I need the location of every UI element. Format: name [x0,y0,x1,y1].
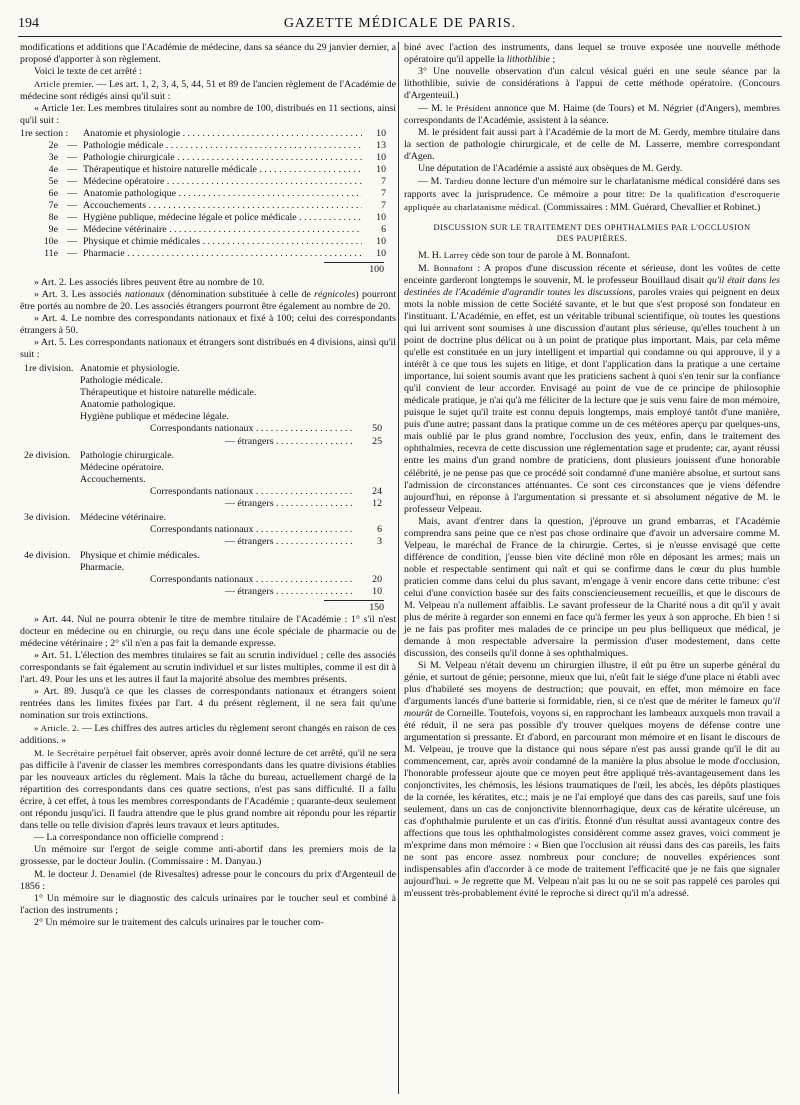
speaker-name: le Président [445,103,492,114]
paragraph: » Art. 89. Jusqu'à ce que les classes de correspondants nationaux et étrangers soient rentrées dans les limites fixées par l'art. 4 du présent règlement, il ne sera fait qu'une nomination sur trois extinctions. [20,685,396,721]
correspondants-value: 20 [372,573,382,585]
section-value: 10 [376,152,386,164]
section-num: 4e [48,164,58,176]
section-row [20,164,396,176]
correspondants-label: Correspondants nationaux . . . [150,486,352,498]
speaker-name: Larrey [443,250,469,261]
correspondants-value: 50 [372,423,382,435]
section-name: Accouchements . . . [83,200,362,212]
paragraph [404,175,780,214]
division-block [20,550,396,598]
paragraph [20,722,396,747]
section-name: Hygiène publique, médecine légale et police médicale . . . [83,212,362,224]
etrangers-value: 25 [372,435,382,447]
division-label: 1re division. [24,363,74,375]
section-dash: — [67,212,77,224]
section-heading [404,222,780,244]
section-value: 10 [376,128,386,140]
article-label: » Article. 2. [34,722,80,733]
section-num: 3e [48,152,58,164]
paragraph [20,747,396,832]
division-item: Médecine opératoire. [80,461,164,473]
section-num: 9e [48,224,58,236]
paragraph-text: donne lecture d'un mémoire sur le charlatanisme médical considéré dans ses rapports avec la jurisprudence. Ce mémoire a pour titre: [404,176,781,201]
section-dash: — [67,248,77,260]
section-num: 5e [48,176,58,188]
section-name: Thérapeutique et histoire naturelle médicale . . . [83,164,362,176]
division-item: Hygiène publique et médecine légale. [80,411,229,423]
section-heading-line: DES PAUPIÈRES. [556,233,628,244]
section-name: Médecine vétérinaire . . . [83,224,362,236]
right-column [404,42,780,900]
left-column [20,42,396,929]
paragraph-text: — Les chiffres des autres articles du règlement seront changés en raison de ces additions. » [20,722,396,746]
paragraph: Un mémoire sur l'ergot de seigle comme anti-abortif dans les premiers mois de la grossesse, par le docteur Joulin. (Commissaire : M. Danyau.) [20,844,396,868]
section-name: Pharmacie . . . [83,248,362,260]
division-label: 3e division. [24,511,71,523]
paragraph-text: » Art. 3. Les associés [34,289,125,301]
section-dash: — [67,140,77,152]
paragraph: Voici le texte de cet arrêté : [34,66,142,78]
paragraph-text: : A propos d'une discussion récente et sérieuse, dont les voûtes de cette enceinte garderont longtemps le souvenir, M. le professeur Bouillaud disait [404,263,780,287]
division-block [20,363,396,447]
section-row [20,212,396,224]
paragraph-text: M. [418,263,434,275]
speaker-name: Tardieu [444,176,474,187]
speaker-name: Bonnafont [433,263,474,274]
etrangers-value: 10 [372,585,382,597]
division-item: Anatomie et physiologie. [80,363,180,375]
correspondants-label: Correspondants nationaux . . . [150,574,352,586]
division-item: Thérapeutique et histoire naturelle médicale. [80,387,257,399]
memoir-title: De la qualification d'escroquerie appliquée au charlatanisme médical. [404,189,780,213]
section-num: 8e [48,212,58,224]
italic-term: régnicoles [314,289,356,301]
paragraph-text: ) pourront être portés au nombre de 20. Les associés étrangers pourront être également au nombre de 20. [20,289,396,313]
section-row [20,140,396,152]
paragraph: 2° Un mémoire sur le traitement des calculs urinaires par le toucher com- [34,917,324,929]
divisions-total-value: 150 [324,600,384,614]
article-label: Article premier. [34,79,94,90]
section-row [20,152,396,164]
paragraph: » Art. 44. Nul ne pourra obtenir le titre de membre titulaire de l'Académie : 1° s'il n'est docteur en médecine ou en chirurgie, ou reçu dans une école spéciale de pharmacie ou de médecine vétérinaire ; 2° s'il n'en a pas fait la demande expresse. [20,613,396,649]
paragraph: Mais, avant d'entrer dans la question, j'éprouve un grand embarras, et l'Académie comprendra sans peine que ce n'est pas chose ordinaire que d'avoir un adversaire comme M. Velpeau, le maréchal de France de la chirurgie. Certes, si je n'eusse envisagé que cette différence de condition, j'eusse bien vite décliné mon rôle en déposant les armes; mais un noble et respectable sentiment qui naît et qui se confirme dans le cœur du plus humble praticien comme dans celui du plus savant, m'engage à venir encore dans cette tribune: c'est celui d'une conviction basée sur des faits consciencieusement recueillis, et que le discours de M. Velpeau n'a nullement affaiblis. Le savant professeur de la Charité nous a dit qu'il y avait plus de mérite à regarder son ennemi en face qu'à fermer les yeux à son approche. Eh bien ! si je ne fais pas profiter mes malades de ce principe un peu plus belliqueux que médical, je demande à mon respectable adversaire la permission d'user modestement, dans cette discussion, des conseils qu'il donne à ses ophthalmiques. [404,515,780,659]
correspondants-label: Correspondants nationaux . . . [150,423,352,435]
paragraph [20,289,396,313]
section-dash: — [67,224,77,236]
section-value: 6 [381,224,386,236]
section-value: 13 [376,140,386,152]
divisions-total [20,600,396,614]
paragraph: » Art. 2. Les associés libres peuvent être au nombre de 10. [34,277,265,289]
section-value: 10 [376,164,386,176]
paragraph [404,249,780,262]
paragraph: » Art. 4. Le nombre des correspondants nationaux et fixé à 100; celui des correspondants étrangers à 50. [20,313,396,337]
speaker-name: M. le Secrétaire perpétuel [34,747,133,758]
section-value: 10 [376,248,386,260]
etrangers-label: — étrangers . . . [225,436,352,448]
sections-total-value: 100 [324,262,384,276]
page-number: 194 [18,16,39,31]
division-block [20,450,396,510]
division-item: Accouchements. [80,473,146,485]
correspondants-value: 6 [377,523,382,535]
section-row [20,248,396,260]
paragraph-text: (de Rivesaltes) adresse pour le concours du prix d'Argenteuil de 1856 : [20,869,396,893]
section-value: 10 [376,236,386,248]
italic-quote: qu'il était dans les destinées de l'Académie d'agrandir toutes les discussions, [404,275,780,299]
paragraph-text: — M. [418,176,445,188]
section-row [20,236,396,248]
paragraph: 3° Une nouvelle observation d'un calcul vésical guéri en une seule séance par la lithothlibie, suivie de considérations à l'appui de cette méthode opératoire. (Concours d'Argenteuil.) [404,66,780,102]
division-label: 4e division. [24,549,71,561]
section-heading-line: DISCUSSION SUR LE TRAITEMENT DES OPHTHALMIES PAR L'OCCLUSION [433,222,751,233]
paragraph-text: — Les art. 1, 2, 3, 4, 5, 44, 51 et 89 de l'ancien règlement de l'Académie de médecine sont rédigés ainsi qu'il suit : [20,79,396,103]
paragraph [20,78,396,103]
division-item: Pathologie médicale. [80,375,163,387]
section-num: 1re section : [20,128,69,140]
paragraph [404,42,780,66]
section-num: 6e [48,188,58,200]
column-separator [398,42,399,1094]
sections-total [20,262,396,276]
section-num: 2e [48,140,58,152]
correspondants-value: 24 [372,485,382,497]
paragraph [20,868,396,893]
paragraph-text: — M. [418,103,446,115]
paragraph: » Art. 5. Les correspondants nationaux et étrangers sont distribués en 4 divisions, ainsi qu'il suit : [20,337,396,361]
italic-quote: qu'il mourût [404,695,780,719]
division-label: 2e division. [24,449,71,461]
section-dash: — [67,188,77,200]
section-row [20,176,396,188]
correspondants-label: Correspondants nationaux . . . [150,524,352,536]
division-item: Physique et chimie médicales. [80,549,200,561]
section-dash: — [67,176,77,188]
paragraph [404,262,780,515]
paragraph-text: M. H. [418,250,444,262]
section-num: 7e [48,200,58,212]
paragraph-text: fait observer, après avoir donné lecture de cet arrêté, qu'il ne sera pas difficile à l'avenir de classer les membres correspondants dans les quatre divisions établies par les nouveaux articles du règlement. Mais la tâche du bureau, actuellement chargé de la répartition des correspondants dans ces quatre sections, n'est pas sans difficulté. Il a fallu écrire, à cet effet, à tous les membres correspondants de l'Académie ; quarante-deux seulement ont répondu jusqu'ici. Il faudra attendre que le plus grand nombre ait répondu pour les répartir dans telle ou telle division d'après leurs travaux et leurs aptitudes. [20,747,396,831]
section-name: Anatomie et physiologie . . . [83,128,362,140]
paragraph-text: (Commissaires : MM. Guérard, Chevallier et Robinet.) [540,202,761,214]
section-dash: — [67,200,77,212]
italic-term: lithothlibie [506,54,551,66]
section-value: 7 [381,188,386,200]
etrangers-label: — étrangers . . . [225,536,352,548]
paragraph-text: de Corneille. Toutefois, voyons si, en rapprochant les lambeaux auxquels mon travail a été réduit, il ne sera pas possible d'y trouver quelques moyens de défense contre une argumentation si pressante. Et d'abord, en parcourant mon mémoire et en lisant le discours de M. Velpeau, je trouve que la distance qui nous sépare n'est pas aussi grande qu'il le dit au commencement, car, après avoir condamné de la manière la plus absolue le mode d'occlusion, l'honorable professeur ajoute que ce moyen peut être appliqué très-avantageusement dans les conjonctivites, les chémosis, les lésions traumatiques de l'œil, les abcès, les dépôts plastiques de la cornée, les kératites, etc.; mais je ne l'ai employé que dans des cas pareils, sauf une fois seulement, dans un cas de conjonctivite blennorrhagique, deux cas de kératite ulcéreuse, un cas d'ophthalmie purulente et un cas d'iritis. Étonné d'un résultat aussi avantageux contre des affections que tous les ophthalmologistes considèrent comme assez graves, voici comment je m'exprime dans mon mémoire : « Bien que l'occlusion ait réussi dans des cas pareils, les faits ne sont pas encore assez nombreux pour conclure; de nouvelles expériences sont indispensables afin d'accorder à ce mode de traitement l'efficacité que je ne fais que signaler aujourd'hui. » Je regrette que M. Velpeau n'ait pas lu ou ne se soit pas rappelé ces paroles qui m'eussent très-probablement évité le reproche si direct qu'il m'a adressé. [404,707,780,900]
section-dash: — [67,164,77,176]
paragraph: — La correspondance non officielle comprend : [34,832,224,843]
etrangers-label: — étrangers . . . [225,586,352,598]
paragraph-text: ; [550,54,556,66]
page-header [18,14,782,37]
section-value: 7 [381,176,386,188]
paragraph: « Article 1er. Les membres titulaires sont au nombre de 100, distribués en 11 sections, ainsi qu'il suit : [20,103,396,127]
paragraph-text: paroles vraies qui peignent en deux mots la noble mission de cette Société savante, et le but que s'est proposé son fondateur en l'instituant. L'Académie, en effet, est un véritable tribunal scientifique, où toutes les questions qui lui arrivent sont soumises à une discussion d'autant plus sérieuse, qu'elles touchent à un point de doctrine plus délicat ou à un point de pratique plus important. Mais, par cela même qu'elle est constituée en un jury intelligent et impartial qui condamne ou qui approuve, il y a intérêt à ce que tous les sujets en litige, et dont l'application dans la pratique a une certaine importance, lui soient soumis avant que les praticiens sachent à quoi s'en tenir sur la confiance qu'il convient de leur accorder. Envisagé au point de vue de ce principe de philosophie médicale pratique, je n'ai qu'à me féliciter de la lecture que je suis venu faire de mon mémoire, puisque le sujet qu'il traite est connu depuis longtemps, mais employé tantôt d'une manière, puis d'une autre; passant dans la pratique comme un de ces météores aperçu par quelques-uns, mais oublié par le plus grand nombre, l'occlusion des yeux, enfin, dans le traitement des ophthalmies, recevra de cette discussion une réglementation sage et prudente; car, ayant réussi entre les mains d'un grand nombre de praticiens, dont plusieurs jouissent d'une honorable célébrité, je ne pense pas que ce procédé soit condamné d'une manière absolue, et surtout sans l'admission de circonstances atténuantes. Ce sont ces circonstances que je viens défendre aujourd'hui, en réponse à l'argumentation si pressante et si absolument négative de M. le professeur Velpeau. [404,287,780,515]
paragraph-text: (dénomination substituée à celle de [164,289,315,301]
section-dash: — [67,152,77,164]
paragraph: 1° Un mémoire sur le diagnostic des calculs urinaires par le toucher seul et combiné à l'action des instruments ; [20,893,396,917]
etrangers-value: 3 [377,535,382,547]
section-num: 11e [44,248,58,260]
section-row [20,188,396,200]
section-dash: — [67,236,77,248]
section-name: Physique et chimie médicales . . . [83,236,362,248]
section-row [20,224,396,236]
section-name: Médecine opératoire . . . [83,176,362,188]
person-name: Denamiel [100,869,137,880]
section-name: Pathologie médicale . . . [83,140,362,152]
paragraph: Une députation de l'Académie a assisté aux obsèques de M. Gerdy. [418,163,683,175]
division-item: Pharmacie. [80,561,125,573]
paragraph-text: annonce que M. Haime (de Tours) et M. Négrier (d'Angers), membres correspondants de l'Académie, assistent à la séance. [404,103,781,127]
section-value: 7 [381,200,386,212]
section-name: Pathologie chirurgicale . . . [83,152,362,164]
running-title: GAZETTE MÉDICALE DE PARIS. [283,16,517,31]
section-row [20,200,396,212]
sections-table [20,128,396,276]
paragraph-text: cède son tour de parole à M. Bonnafont. [468,250,630,262]
section-row [20,128,396,140]
paragraph [404,102,780,127]
section-value: 10 [376,212,386,224]
division-item: Pathologie chirurgicale. [80,449,175,461]
paragraph-text: M. le docteur J. [34,869,101,881]
paragraph: » Art. 51. L'élection des membres titulaires se fait au scrutin individuel ; celle des associés correspondants se fait également au scrutin individuel et sur listes multiples, comme il est dit à l'art. 49. Pour les uns et les autres il faut la majorité absolue des membres présents. [20,649,396,685]
division-block [20,512,396,548]
etrangers-label: — étrangers . . . [225,498,352,510]
paragraph: modifications et additions que l'Académie de médecine, dans sa séance du 29 janvier dernier, a proposé d'apporter à son règlement. [20,42,396,66]
paragraph-text: Si M. Velpeau n'était devenu un chirurgien illustre, il eût pu être un superbe général du génie, et surtout de génie; personne, mieux que lui, n'eût fait le siége d'une place ni établi avec plus d'habileté ses moyens de destruction; que pouvait, en effet, mon mémoire en face d'arguments lancés d'une batterie si formidable, rien, si ce n'est que de mériter le fameux [404,659,780,707]
italic-term: nationaux [124,289,165,301]
etrangers-value: 12 [372,497,382,509]
paragraph [404,660,780,900]
division-item: Anatomie pathologique. [80,399,176,411]
paragraph-text: biné avec l'action des instruments, dans lequel se trouve exposée une nouvelle méthode opératoire qu'il appelle la [404,42,780,66]
section-num: 10e [43,236,58,248]
section-name: Anatomie pathologique . . . [83,188,362,200]
division-item: Médecine vétérinaire. [80,511,167,523]
paragraph: M. le président fait aussi part à l'Académie de la mort de M. Gerdy, membre titulaire dans la section de pathologie chirurgicale, et de celle de M. Lasserre, membre correspondant d'Agen. [404,127,780,163]
